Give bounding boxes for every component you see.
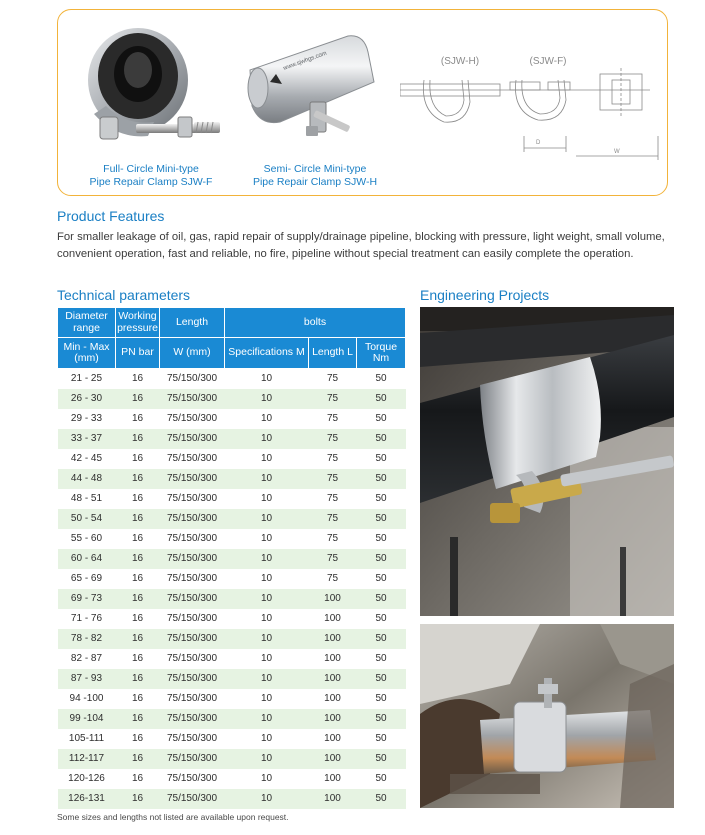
technical-parameters-table bbox=[57, 307, 406, 809]
header-min-max: Min - Max (mm) bbox=[58, 338, 116, 369]
cell-length-w: 75/150/300 bbox=[160, 709, 225, 729]
table-row bbox=[58, 769, 406, 789]
table-row bbox=[58, 389, 406, 409]
cell-length-w: 75/150/300 bbox=[160, 429, 225, 449]
table-row bbox=[58, 629, 406, 649]
cell-length-w: 75/150/300 bbox=[160, 649, 225, 669]
cell-torque: 50 bbox=[357, 449, 406, 469]
table-row bbox=[58, 469, 406, 489]
table-row bbox=[58, 669, 406, 689]
header-bolt-length: Length L bbox=[309, 338, 357, 369]
table-body bbox=[58, 369, 406, 809]
cell-bolt-spec: 10 bbox=[225, 369, 309, 389]
cell-length-w: 75/150/300 bbox=[160, 689, 225, 709]
cell-diameter-range: 60 - 64 bbox=[58, 549, 116, 569]
cell-bolt-length: 100 bbox=[309, 789, 357, 809]
cell-torque: 50 bbox=[357, 429, 406, 449]
cell-torque: 50 bbox=[357, 749, 406, 769]
cell-torque: 50 bbox=[357, 689, 406, 709]
table-row bbox=[58, 729, 406, 749]
cell-length-w: 75/150/300 bbox=[160, 489, 225, 509]
cell-bolt-length: 75 bbox=[309, 409, 357, 429]
cell-diameter-range: 50 - 54 bbox=[58, 509, 116, 529]
cell-bolt-spec: 10 bbox=[225, 429, 309, 449]
cell-bolt-length: 100 bbox=[309, 709, 357, 729]
caption-line-1: Full- Circle Mini-type bbox=[103, 163, 199, 175]
cell-bolt-spec: 10 bbox=[225, 749, 309, 769]
table-row bbox=[58, 689, 406, 709]
drawing-label-right: (SJW-F) bbox=[529, 56, 567, 67]
table-row bbox=[58, 449, 406, 469]
cell-diameter-range: 65 - 69 bbox=[58, 569, 116, 589]
cell-torque: 50 bbox=[357, 389, 406, 409]
cell-bolt-spec: 10 bbox=[225, 629, 309, 649]
caption-line-2: Pipe Repair Clamp SJW-H bbox=[252, 176, 378, 188]
cell-diameter-range: 112-117 bbox=[58, 749, 116, 769]
table-row bbox=[58, 409, 406, 429]
cell-pressure: 16 bbox=[116, 709, 160, 729]
cell-length-w: 75/150/300 bbox=[160, 529, 225, 549]
cell-bolt-length: 75 bbox=[309, 389, 357, 409]
cell-diameter-range: 120-126 bbox=[58, 769, 116, 789]
cell-bolt-spec: 10 bbox=[225, 789, 309, 809]
cell-diameter-range: 44 - 48 bbox=[58, 469, 116, 489]
cell-bolt-spec: 10 bbox=[225, 729, 309, 749]
cell-torque: 50 bbox=[357, 629, 406, 649]
cell-pressure: 16 bbox=[116, 589, 160, 609]
header-w: W (mm) bbox=[160, 338, 225, 369]
header-specifications: Specifications M bbox=[225, 338, 309, 369]
features-text: For smaller leakage of oil, gas, rapid repair of supply/drainage pipeline, blocking with pressure, light weight, small volume, convenient operation, fast and reliable, no fire, pipeline without special treatment can easily complete the operation. bbox=[57, 231, 665, 261]
cell-length-w: 75/150/300 bbox=[160, 449, 225, 469]
cell-pressure: 16 bbox=[116, 489, 160, 509]
cell-bolt-spec: 10 bbox=[225, 769, 309, 789]
cell-length-w: 75/150/300 bbox=[160, 509, 225, 529]
cell-torque: 50 bbox=[357, 529, 406, 549]
table-row bbox=[58, 569, 406, 589]
cell-bolt-spec: 10 bbox=[225, 489, 309, 509]
caption-line-1: Semi- Circle Mini-type bbox=[263, 163, 367, 175]
table-header-row-2 bbox=[58, 338, 406, 369]
cell-torque: 50 bbox=[357, 769, 406, 789]
features-title: Product Features bbox=[57, 208, 165, 224]
header-diameter-range: Diameter range bbox=[58, 308, 116, 338]
cell-torque: 50 bbox=[357, 709, 406, 729]
cell-bolt-spec: 10 bbox=[225, 689, 309, 709]
table-row bbox=[58, 369, 406, 389]
cell-length-w: 75/150/300 bbox=[160, 749, 225, 769]
table-row bbox=[58, 789, 406, 809]
cell-diameter-range: 94 -100 bbox=[58, 689, 116, 709]
cell-bolt-length: 100 bbox=[309, 609, 357, 629]
cell-length-w: 75/150/300 bbox=[160, 469, 225, 489]
cell-bolt-length: 100 bbox=[309, 729, 357, 749]
table-row bbox=[58, 509, 406, 529]
cell-torque: 50 bbox=[357, 569, 406, 589]
cell-bolt-spec: 10 bbox=[225, 609, 309, 629]
cell-pressure: 16 bbox=[116, 769, 160, 789]
cell-bolt-spec: 10 bbox=[225, 649, 309, 669]
cell-bolt-length: 75 bbox=[309, 569, 357, 589]
cell-bolt-length: 100 bbox=[309, 589, 357, 609]
semi-circle-clamp-image bbox=[236, 30, 386, 150]
technical-parameters-title: Technical parameters bbox=[57, 287, 191, 303]
cell-diameter-range: 87 - 93 bbox=[58, 669, 116, 689]
table-row bbox=[58, 549, 406, 569]
cell-length-w: 75/150/300 bbox=[160, 789, 225, 809]
cell-pressure: 16 bbox=[116, 529, 160, 549]
engineering-photo-2 bbox=[420, 624, 674, 808]
table-row bbox=[58, 749, 406, 769]
cell-length-w: 75/150/300 bbox=[160, 609, 225, 629]
cell-torque: 50 bbox=[357, 489, 406, 509]
cell-torque: 50 bbox=[357, 669, 406, 689]
cell-diameter-range: 48 - 51 bbox=[58, 489, 116, 509]
cell-torque: 50 bbox=[357, 589, 406, 609]
cell-pressure: 16 bbox=[116, 609, 160, 629]
table-footnote: Some sizes and lengths not listed are available upon request. bbox=[57, 812, 289, 822]
cell-torque: 50 bbox=[357, 409, 406, 429]
cell-torque: 50 bbox=[357, 469, 406, 489]
cell-bolt-length: 100 bbox=[309, 669, 357, 689]
cell-bolt-spec: 10 bbox=[225, 389, 309, 409]
cell-bolt-spec: 10 bbox=[225, 709, 309, 729]
cell-bolt-length: 75 bbox=[309, 529, 357, 549]
cell-pressure: 16 bbox=[116, 509, 160, 529]
product-showcase-box bbox=[57, 9, 668, 196]
cell-torque: 50 bbox=[357, 789, 406, 809]
cell-length-w: 75/150/300 bbox=[160, 589, 225, 609]
header-working-pressure: Working pressure bbox=[116, 308, 160, 338]
caption-full-circle bbox=[76, 163, 226, 189]
cell-torque: 50 bbox=[357, 649, 406, 669]
table-row bbox=[58, 709, 406, 729]
cell-diameter-range: 21 - 25 bbox=[58, 369, 116, 389]
cell-torque: 50 bbox=[357, 369, 406, 389]
cell-pressure: 16 bbox=[116, 749, 160, 769]
cell-diameter-range: 105-111 bbox=[58, 729, 116, 749]
cell-diameter-range: 29 - 33 bbox=[58, 409, 116, 429]
cell-length-w: 75/150/300 bbox=[160, 729, 225, 749]
cell-length-w: 75/150/300 bbox=[160, 629, 225, 649]
cell-pressure: 16 bbox=[116, 629, 160, 649]
table-row bbox=[58, 529, 406, 549]
table-row bbox=[58, 589, 406, 609]
table-row bbox=[58, 649, 406, 669]
cell-pressure: 16 bbox=[116, 549, 160, 569]
cell-pressure: 16 bbox=[116, 409, 160, 429]
cell-length-w: 75/150/300 bbox=[160, 569, 225, 589]
cell-bolt-length: 100 bbox=[309, 689, 357, 709]
header-length: Length bbox=[160, 308, 225, 338]
engineering-projects-title: Engineering Projects bbox=[420, 287, 550, 303]
cell-diameter-range: 26 - 30 bbox=[58, 389, 116, 409]
table-row bbox=[58, 429, 406, 449]
cell-diameter-range: 42 - 45 bbox=[58, 449, 116, 469]
table-header-row-1 bbox=[58, 308, 406, 338]
cell-diameter-range: 78 - 82 bbox=[58, 629, 116, 649]
cell-pressure: 16 bbox=[116, 389, 160, 409]
engineering-photo-1 bbox=[420, 307, 674, 616]
cell-bolt-length: 75 bbox=[309, 489, 357, 509]
cell-diameter-range: 33 - 37 bbox=[58, 429, 116, 449]
svg-text:www.sjwhgs.com: www.sjwhgs.com bbox=[282, 50, 328, 72]
cell-length-w: 75/150/300 bbox=[160, 549, 225, 569]
drawing-dimension-w: W bbox=[614, 149, 620, 155]
cell-bolt-length: 100 bbox=[309, 629, 357, 649]
caption-semi-circle bbox=[240, 163, 390, 189]
cell-diameter-range: 69 - 73 bbox=[58, 589, 116, 609]
cell-pressure: 16 bbox=[116, 469, 160, 489]
cell-bolt-length: 75 bbox=[309, 509, 357, 529]
drawing-dimension-d: D bbox=[536, 140, 541, 146]
full-circle-clamp-image bbox=[76, 14, 226, 160]
table-row bbox=[58, 609, 406, 629]
cell-bolt-spec: 10 bbox=[225, 449, 309, 469]
cell-bolt-length: 75 bbox=[309, 429, 357, 449]
cell-pressure: 16 bbox=[116, 729, 160, 749]
cell-bolt-spec: 10 bbox=[225, 469, 309, 489]
cell-bolt-length: 75 bbox=[309, 369, 357, 389]
cell-bolt-length: 100 bbox=[309, 649, 357, 669]
cell-length-w: 75/150/300 bbox=[160, 409, 225, 429]
cell-bolt-spec: 10 bbox=[225, 569, 309, 589]
cell-diameter-range: 126-131 bbox=[58, 789, 116, 809]
cell-length-w: 75/150/300 bbox=[160, 669, 225, 689]
cell-diameter-range: 55 - 60 bbox=[58, 529, 116, 549]
cell-pressure: 16 bbox=[116, 449, 160, 469]
cell-bolt-spec: 10 bbox=[225, 409, 309, 429]
cell-diameter-range: 82 - 87 bbox=[58, 649, 116, 669]
cell-pressure: 16 bbox=[116, 689, 160, 709]
cell-bolt-length: 75 bbox=[309, 549, 357, 569]
cell-torque: 50 bbox=[357, 549, 406, 569]
cell-bolt-spec: 10 bbox=[225, 549, 309, 569]
cell-bolt-length: 75 bbox=[309, 469, 357, 489]
header-pn: PN bar bbox=[116, 338, 160, 369]
cell-pressure: 16 bbox=[116, 369, 160, 389]
cell-pressure: 16 bbox=[116, 669, 160, 689]
cell-torque: 50 bbox=[357, 609, 406, 629]
cell-diameter-range: 99 -104 bbox=[58, 709, 116, 729]
cell-torque: 50 bbox=[357, 509, 406, 529]
cell-bolt-spec: 10 bbox=[225, 669, 309, 689]
cell-length-w: 75/150/300 bbox=[160, 389, 225, 409]
cell-torque: 50 bbox=[357, 729, 406, 749]
header-bolts: bolts bbox=[225, 308, 406, 338]
cell-bolt-spec: 10 bbox=[225, 589, 309, 609]
cell-pressure: 16 bbox=[116, 789, 160, 809]
cell-pressure: 16 bbox=[116, 569, 160, 589]
technical-drawing bbox=[400, 32, 662, 162]
cell-diameter-range: 71 - 76 bbox=[58, 609, 116, 629]
cell-bolt-spec: 10 bbox=[225, 509, 309, 529]
cell-pressure: 16 bbox=[116, 429, 160, 449]
cell-bolt-spec: 10 bbox=[225, 529, 309, 549]
cell-bolt-length: 100 bbox=[309, 769, 357, 789]
cell-length-w: 75/150/300 bbox=[160, 369, 225, 389]
cell-bolt-length: 75 bbox=[309, 449, 357, 469]
cell-bolt-length: 100 bbox=[309, 749, 357, 769]
cell-pressure: 16 bbox=[116, 649, 160, 669]
table-row bbox=[58, 489, 406, 509]
header-torque: Torque Nm bbox=[357, 338, 406, 369]
caption-line-2: Pipe Repair Clamp SJW-F bbox=[89, 176, 213, 188]
drawing-label-left: (SJW-H) bbox=[440, 56, 480, 67]
cell-length-w: 75/150/300 bbox=[160, 769, 225, 789]
